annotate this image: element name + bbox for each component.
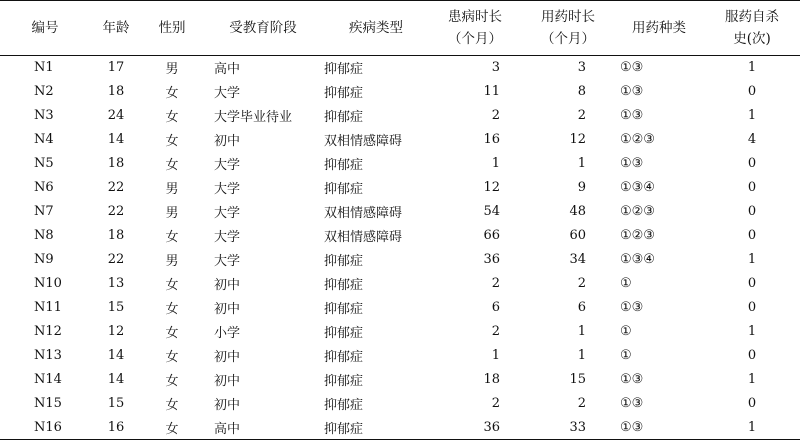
cell-drug-types: ①③: [620, 372, 644, 387]
cell-education: 初中: [214, 278, 241, 293]
cell-disease: 双相情感障碍: [324, 230, 403, 245]
cell-disease: 抑郁症: [324, 110, 364, 125]
cell-med-duration: 6: [577, 300, 586, 315]
cell-med-duration: 2: [577, 276, 586, 291]
cell-disease: 抑郁症: [324, 374, 364, 389]
cell-disease: 抑郁症: [324, 182, 364, 197]
cell-sex: 女: [165, 86, 179, 101]
table-row: [0, 416, 800, 440]
cell-sex: 女: [165, 326, 179, 341]
cell-drug-types: ①②③: [620, 228, 655, 243]
header-id: 编号: [0, 1, 90, 56]
cell-med-duration: 60: [569, 228, 586, 243]
cell-drug-types: ①③: [620, 84, 644, 99]
cell-drug-types: ①: [620, 276, 632, 291]
header-age: 年龄: [90, 1, 142, 56]
header-illness-duration-line2: （个月）: [448, 31, 502, 47]
table-row: [0, 128, 800, 152]
cell-age: 15: [107, 396, 125, 411]
cell-disease: 抑郁症: [324, 416, 428, 440]
cell-illness-duration: 11: [483, 84, 500, 99]
cell-education: 初中: [214, 134, 241, 149]
cell-id: N5: [34, 156, 54, 171]
cell-suicide-history: 0: [747, 396, 757, 411]
cell-sex: 女: [165, 110, 179, 125]
cell-drug-types: ①②③: [620, 204, 655, 219]
cell-education: 初中: [214, 350, 241, 365]
cell-suicide-history: 1: [747, 252, 757, 267]
cell-illness-duration: 2: [491, 108, 500, 123]
table-header: [0, 1, 800, 56]
cell-sex: 女: [165, 302, 179, 317]
cell-education: 大学: [214, 158, 241, 173]
cell-illness-duration: 2: [491, 396, 500, 411]
cell-age: 13: [107, 276, 125, 291]
cell-suicide-history: 1: [747, 324, 757, 339]
cell-drug-types: ①③: [620, 300, 644, 315]
header-illness-duration: [428, 1, 522, 56]
header-disease: 疾病类型: [324, 1, 428, 56]
cell-suicide-history: 1: [704, 416, 800, 440]
cell-illness-duration: 12: [483, 180, 500, 195]
cell-id: N13: [34, 348, 62, 363]
cell-age: 22: [107, 180, 125, 195]
cell-disease: 抑郁症: [324, 278, 364, 293]
cell-disease: 抑郁症: [324, 302, 364, 317]
cell-med-duration: 34: [569, 252, 586, 267]
cell-suicide-history: 1: [747, 108, 757, 123]
cell-id: N4: [34, 132, 54, 147]
cell-sex: 女: [165, 230, 179, 245]
cell-age: 18: [107, 156, 125, 171]
cell-education: 高中: [214, 62, 241, 78]
table-row: [0, 200, 800, 224]
cell-age: 24: [107, 108, 125, 123]
cell-suicide-history: 1: [747, 60, 757, 76]
cell-drug-types: ①: [620, 348, 632, 363]
cell-illness-duration: 18: [483, 372, 500, 387]
cell-id: N7: [34, 204, 54, 219]
cell-education: 大学: [214, 182, 241, 197]
cell-age: 16: [90, 416, 142, 440]
cell-age: 15: [107, 300, 125, 315]
cell-age: 14: [107, 372, 125, 387]
cell-disease: 抑郁症: [324, 62, 364, 78]
header-illness-duration-line1: 患病时长: [448, 9, 502, 25]
table-row: [0, 344, 800, 368]
cell-age: 22: [107, 204, 125, 219]
cell-id: N16: [0, 416, 90, 440]
cell-sex: 女: [165, 134, 179, 149]
cell-suicide-history: 0: [747, 84, 757, 99]
cell-med-duration: 1: [577, 156, 586, 171]
cell-id: N8: [34, 228, 54, 243]
cell-sex: 女: [165, 350, 179, 365]
cell-drug-types: ①③④: [620, 252, 655, 267]
table-body: [0, 56, 800, 440]
cell-id: N1: [34, 60, 54, 76]
table-row: [0, 248, 800, 272]
table-row: [0, 296, 800, 320]
cell-illness-duration: 2: [491, 276, 500, 291]
cell-med-duration: 12: [569, 132, 586, 147]
cell-sex: 男: [165, 62, 179, 78]
table-row: [0, 320, 800, 344]
cell-suicide-history: 0: [747, 300, 757, 315]
cell-med-duration: 8: [577, 84, 586, 99]
header-suicide-line2: 史(次): [733, 31, 771, 47]
cell-education: 高中: [202, 416, 324, 440]
header-education: 受教育阶段: [202, 1, 324, 56]
cell-suicide-history: 0: [747, 204, 757, 219]
cell-suicide-history: 0: [747, 276, 757, 291]
cell-age: 22: [107, 252, 125, 267]
cell-med-duration: 3: [577, 60, 586, 76]
cell-age: 18: [107, 228, 125, 243]
cell-education: 初中: [214, 302, 241, 317]
cell-illness-duration: 66: [483, 228, 500, 243]
cell-drug-types: ①③: [620, 396, 644, 411]
cell-education: 大学: [214, 254, 241, 269]
cell-suicide-history: 0: [747, 156, 757, 171]
cell-id: N15: [34, 396, 62, 411]
cell-sex: 女: [142, 416, 202, 440]
header-med-duration-line1: 用药时长: [541, 9, 595, 25]
cell-education: 小学: [214, 326, 241, 341]
cell-med-duration: 2: [577, 396, 586, 411]
table-row: [0, 392, 800, 416]
cell-disease: 抑郁症: [324, 254, 364, 269]
cell-sex: 男: [165, 254, 179, 269]
cell-disease: 抑郁症: [324, 326, 364, 341]
cell-drug-types: ①②③: [620, 132, 655, 147]
cell-disease: 抑郁症: [324, 158, 364, 173]
header-drug-types: 用药种类: [614, 1, 704, 56]
cell-suicide-history: 0: [747, 180, 757, 195]
cell-age: 12: [107, 324, 125, 339]
header-sex: 性别: [142, 1, 202, 56]
table-row: [0, 224, 800, 248]
cell-sex: 男: [165, 182, 179, 197]
cell-med-duration: 48: [569, 204, 586, 219]
header-suicide-line1: 服药自杀: [725, 9, 779, 25]
cell-age: 14: [107, 348, 125, 363]
cell-age: 14: [107, 132, 125, 147]
cell-med-duration: 2: [577, 108, 586, 123]
cell-age: 17: [107, 60, 125, 76]
cell-id: N14: [34, 372, 62, 387]
cell-education: 初中: [214, 398, 241, 413]
cell-disease: 抑郁症: [324, 86, 364, 101]
table-row: [0, 56, 800, 80]
cell-id: N12: [34, 324, 62, 339]
cell-disease: 抑郁症: [324, 350, 364, 365]
cell-illness-duration: 3: [491, 60, 500, 76]
table-row: [0, 272, 800, 296]
cell-drug-types: ①③④: [620, 180, 655, 195]
cell-id: N6: [34, 180, 54, 195]
cell-disease: 抑郁症: [324, 398, 364, 413]
cell-illness-duration: 6: [491, 300, 500, 315]
cell-illness-duration: 1: [491, 156, 500, 171]
cell-drug-types: ①③: [620, 60, 644, 76]
cell-id: N11: [34, 300, 62, 315]
table-row: [0, 368, 800, 392]
cell-illness-duration: 36: [428, 416, 522, 440]
cell-id: N3: [34, 108, 54, 123]
cell-illness-duration: 36: [483, 252, 500, 267]
cell-sex: 男: [165, 206, 179, 221]
cell-illness-duration: 2: [491, 324, 500, 339]
table-row: [0, 104, 800, 128]
cell-disease: 双相情感障碍: [324, 134, 403, 149]
cell-med-duration: 1: [577, 324, 586, 339]
cell-id: N10: [34, 276, 62, 291]
cell-education: 大学毕业待业: [214, 110, 293, 125]
header-med-duration: [522, 1, 614, 56]
cell-illness-duration: 54: [483, 204, 500, 219]
cell-illness-duration: 16: [483, 132, 500, 147]
cell-disease: 双相情感障碍: [324, 206, 403, 221]
cell-education: 大学: [214, 206, 241, 221]
cell-med-duration: 1: [577, 348, 586, 363]
cell-suicide-history: 1: [747, 372, 757, 387]
cell-drug-types: ①③: [620, 156, 644, 171]
cell-id: N2: [34, 84, 54, 99]
cell-education: 初中: [214, 374, 241, 389]
cell-sex: 女: [165, 278, 179, 293]
cell-illness-duration: 1: [491, 348, 500, 363]
cell-drug-types: ①③: [614, 416, 704, 440]
header-suicide-history: [704, 1, 800, 56]
cell-drug-types: ①: [620, 324, 632, 339]
cell-age: 18: [107, 84, 125, 99]
cell-drug-types: ①③: [620, 108, 644, 123]
cell-id: N9: [34, 252, 54, 267]
table-row: [0, 176, 800, 200]
cell-education: 大学: [214, 230, 241, 245]
cell-med-duration: 33: [522, 416, 614, 440]
cell-suicide-history: 4: [747, 132, 757, 147]
cell-sex: 女: [165, 158, 179, 173]
cell-suicide-history: 0: [747, 228, 757, 243]
cell-med-duration: 15: [569, 372, 586, 387]
cell-sex: 女: [165, 374, 179, 389]
header-med-duration-line2: （个月）: [541, 31, 595, 47]
cell-sex: 女: [165, 398, 179, 413]
cell-med-duration: 9: [577, 180, 586, 195]
table-row: [0, 152, 800, 176]
cell-suicide-history: 0: [747, 348, 757, 363]
table-row: [0, 80, 800, 104]
cell-education: 大学: [214, 86, 241, 101]
